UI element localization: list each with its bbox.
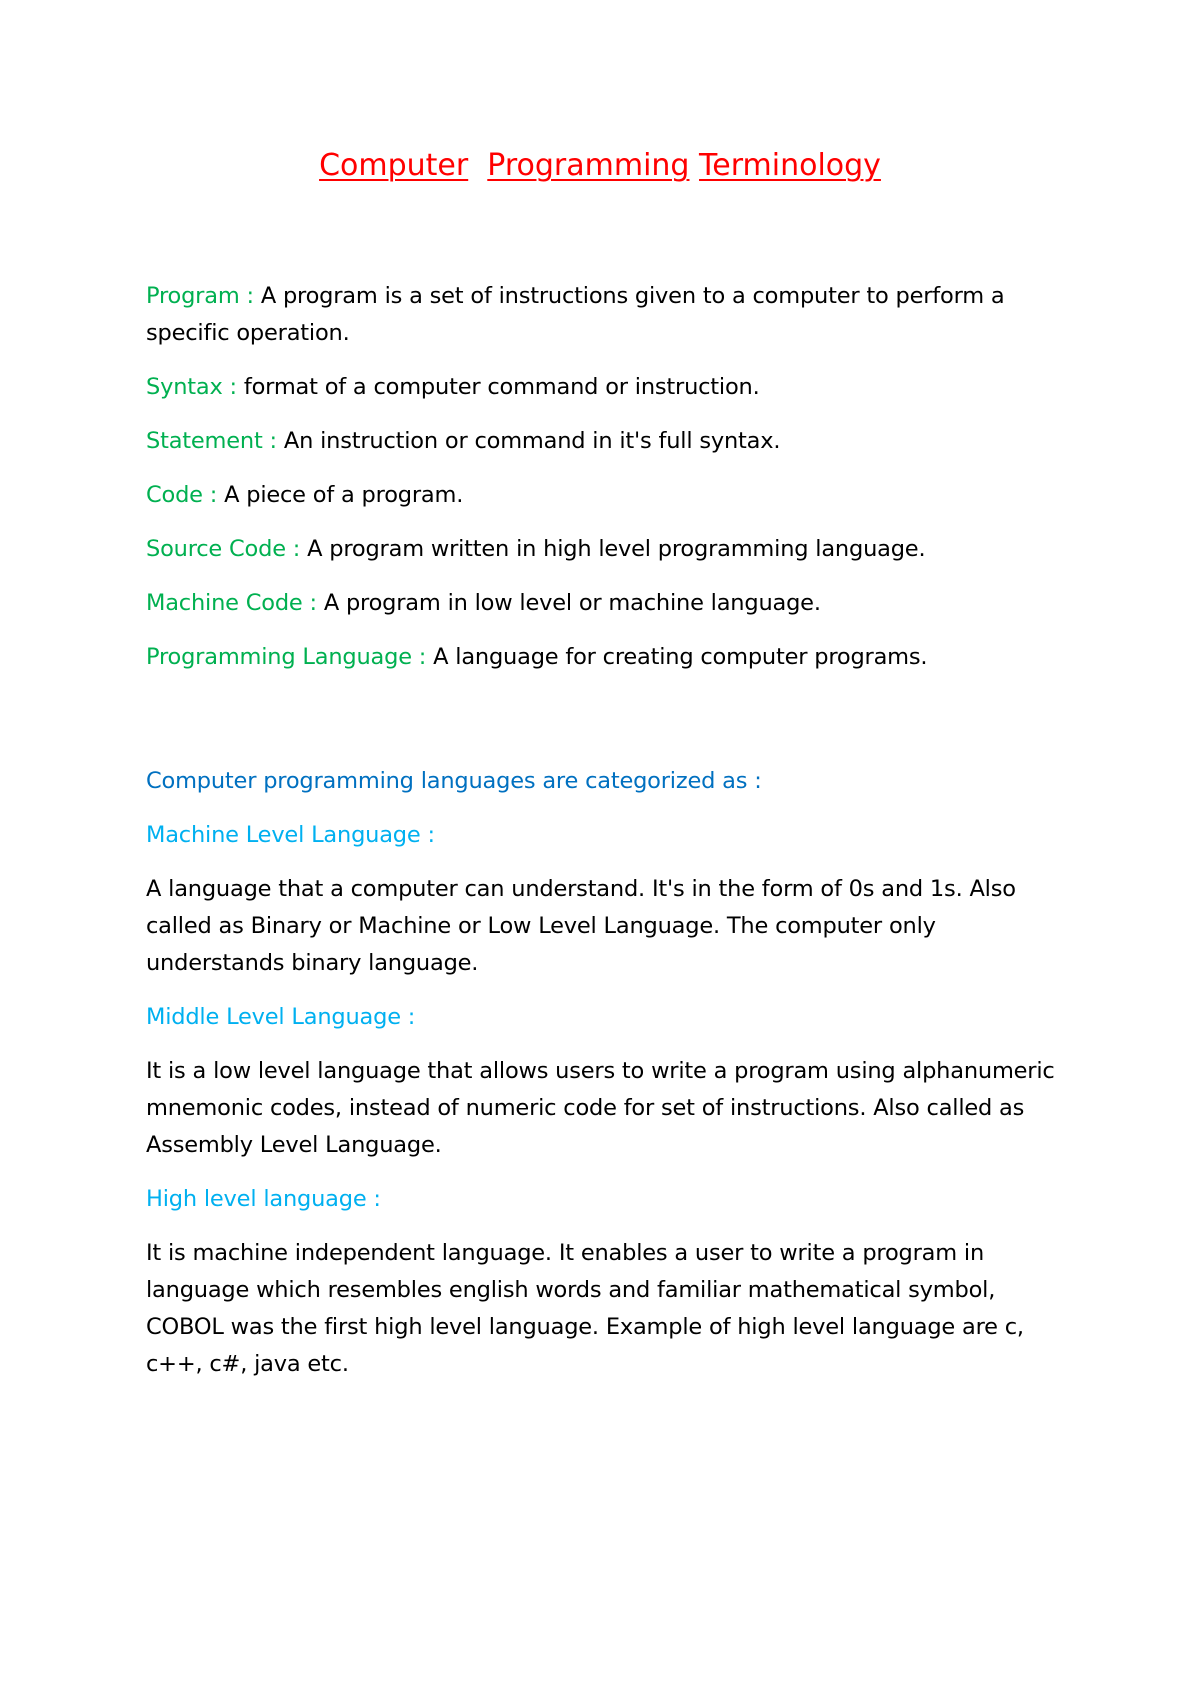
title-word-terminology: Terminology xyxy=(699,148,881,183)
title-word-programming: Programming xyxy=(487,148,690,183)
term-label: Source Code : xyxy=(146,536,308,562)
high-level-text: It is machine independent language. It enables a user to write a program in language which resembles english words and familiar mathematical symbol, COBOL was the first high level language. Example of high level language are c, c++, c#, java etc. xyxy=(146,1240,1024,1377)
definition-syntax xyxy=(146,369,1076,406)
term-label: Programming Language : xyxy=(146,644,434,670)
document-body xyxy=(146,278,1076,1400)
machine-level-heading: Machine Level Language : xyxy=(146,822,435,848)
term-label: Machine Code : xyxy=(146,590,324,616)
term-label: Program : xyxy=(146,283,261,309)
term-definition: A piece of a program. xyxy=(224,482,464,508)
categories-intro: Computer programming languages are categorized as : xyxy=(146,768,762,794)
term-label: Code : xyxy=(146,482,225,508)
term-label: Statement : xyxy=(146,428,284,454)
term-definition: A program in low level or machine language. xyxy=(323,590,821,616)
definition-program xyxy=(146,278,1076,352)
middle-level-text: It is a low level language that allows users to write a program using alphanumeric mnemonic codes, instead of numeric code for set of instructions. Also called as Assembly Level Language. xyxy=(146,1058,1055,1158)
term-definition: An instruction or command in it's full syntax. xyxy=(283,428,781,454)
title-word-computer: Computer xyxy=(319,148,469,183)
term-definition: A language for creating computer programs. xyxy=(433,644,928,670)
machine-level-text: A language that a computer can understand. It's in the form of 0s and 1s. Also called as Binary or Machine or Low Level Language. The computer only understands binary language. xyxy=(146,876,1016,976)
term-label: Syntax : xyxy=(146,374,244,400)
term-definition: format of a computer command or instruction. xyxy=(243,374,760,400)
high-level-heading: High level language : xyxy=(146,1186,381,1212)
term-definition: A program is a set of instructions given to a computer to perform a specific operation. xyxy=(146,283,1005,346)
term-definition: A program written in high level programming language. xyxy=(307,536,926,562)
definition-code xyxy=(146,477,1076,514)
definition-source-code xyxy=(146,531,1076,568)
definition-machine-code xyxy=(146,585,1076,622)
page-title xyxy=(0,146,1200,186)
middle-level-heading: Middle Level Language : xyxy=(146,1004,416,1030)
definition-statement xyxy=(146,423,1076,460)
definition-programming-language xyxy=(146,639,1076,676)
